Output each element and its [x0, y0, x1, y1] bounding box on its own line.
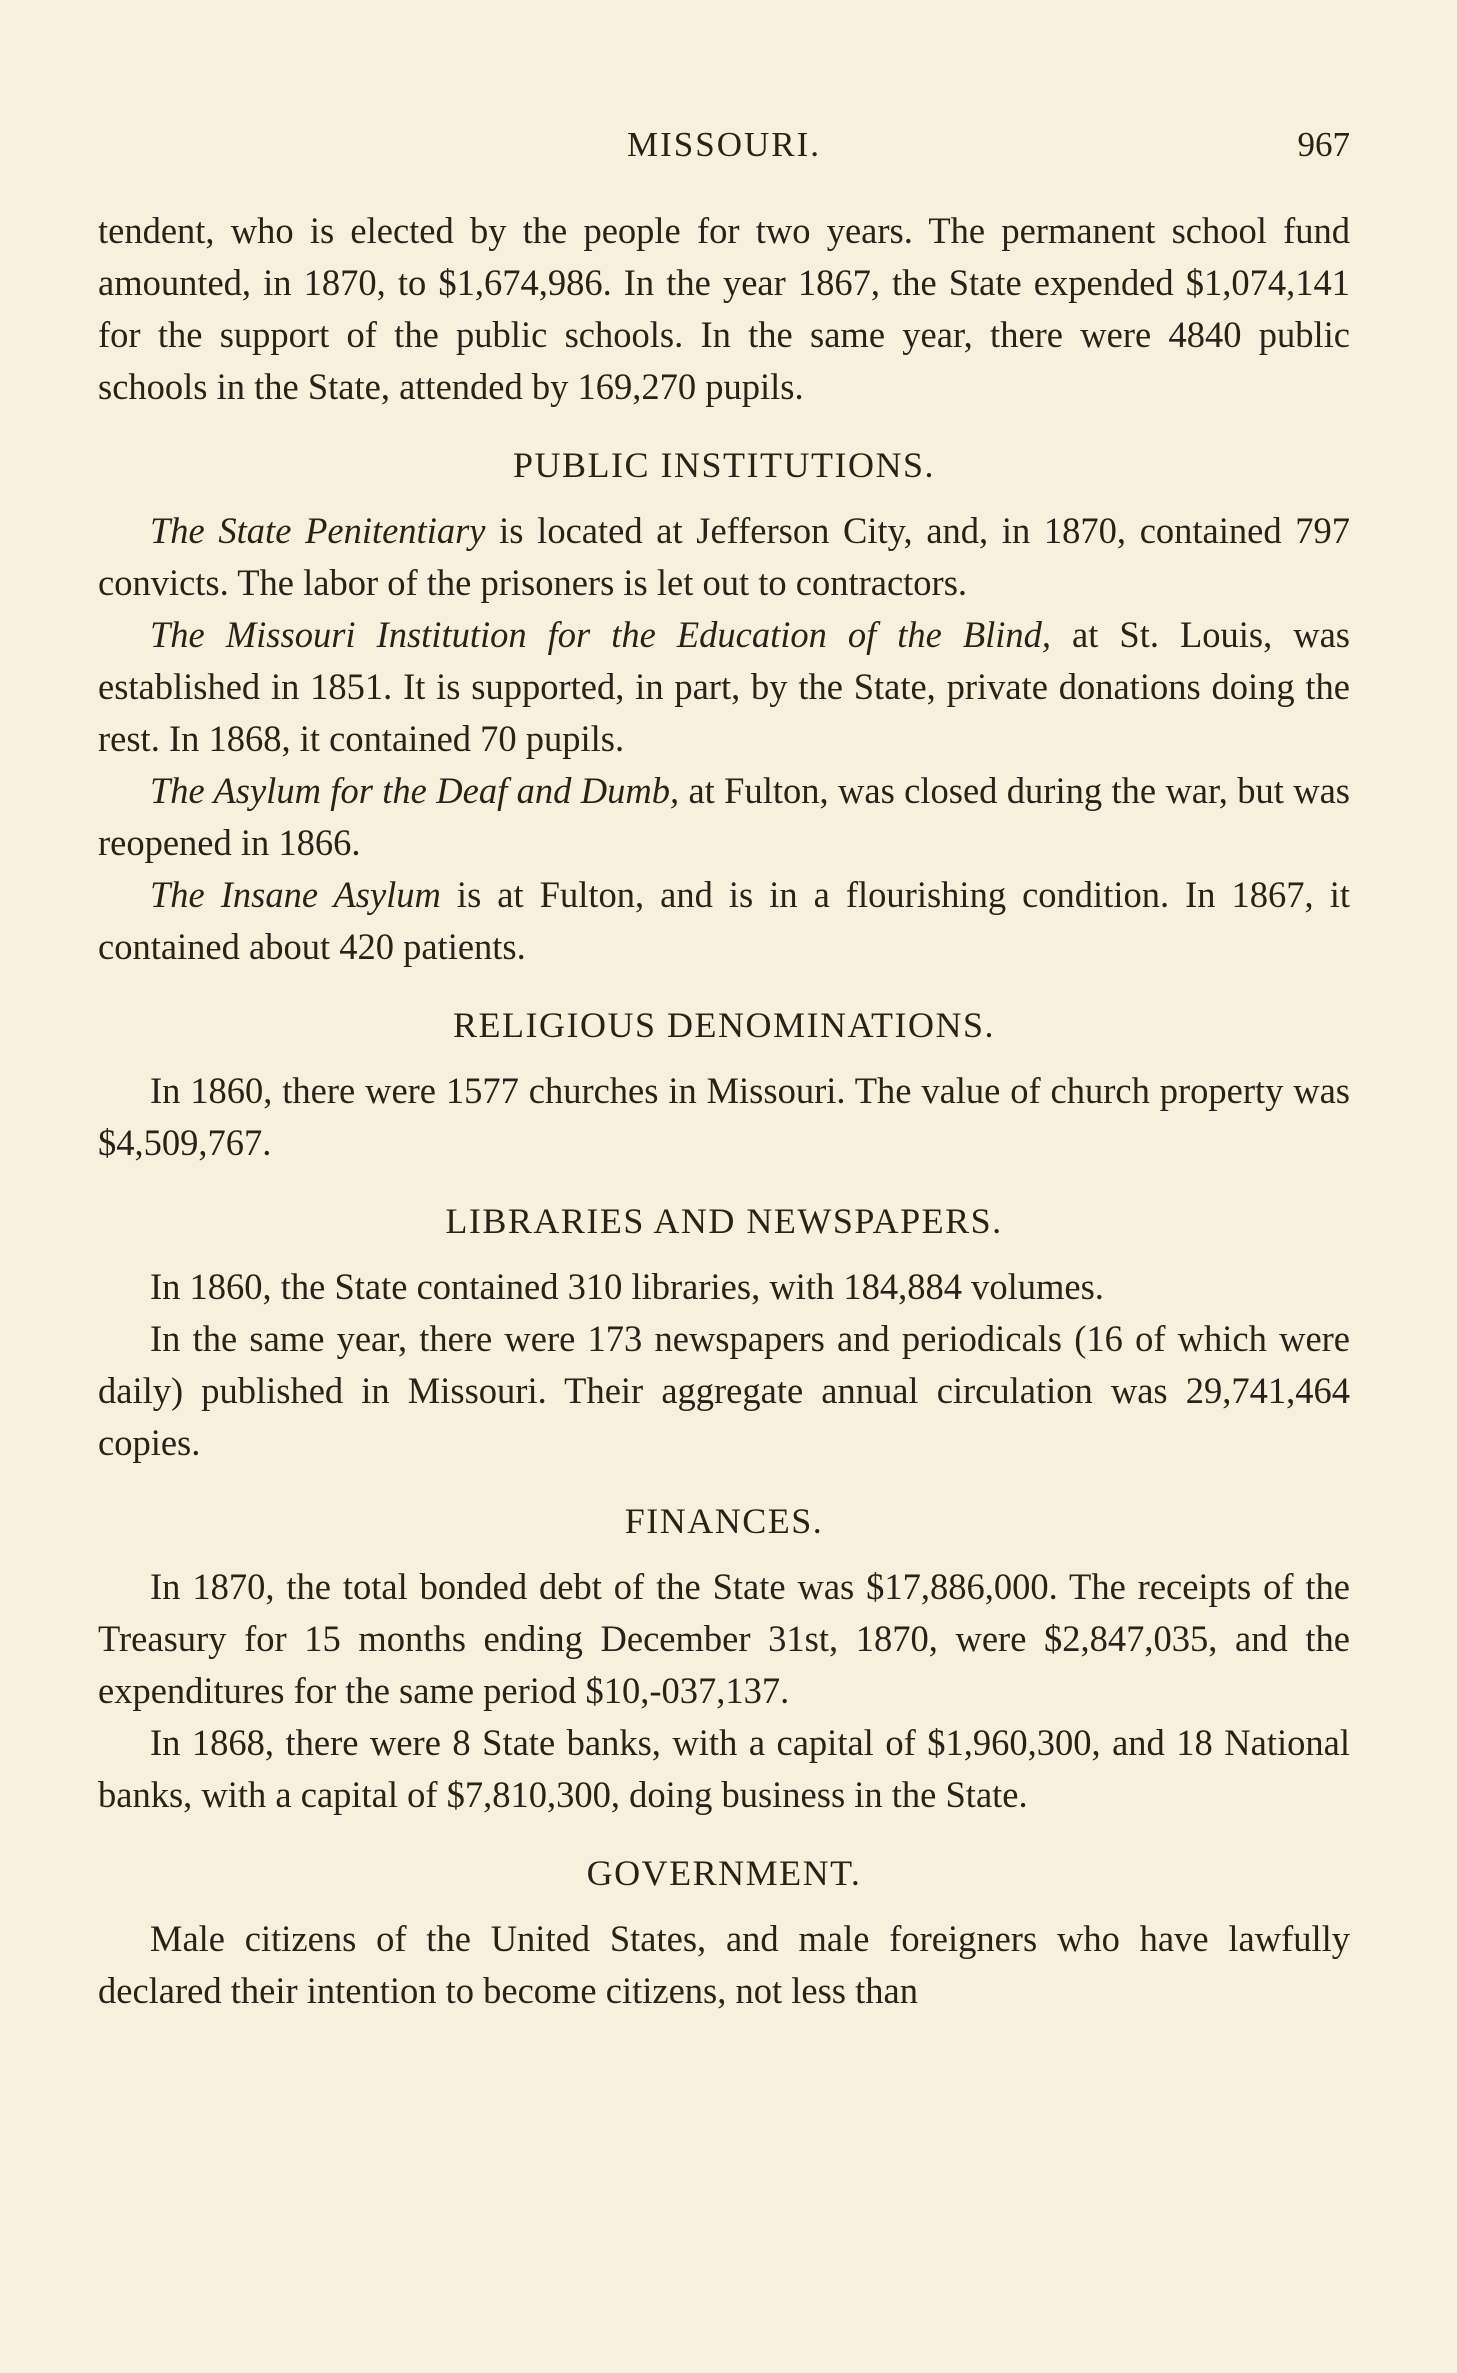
deaf-asylum-title: The Asylum for the Deaf and Dumb, — [150, 770, 680, 811]
blind-institution-title: The Missouri Institution for the Education of the Blind, — [150, 614, 1052, 655]
running-head — [98, 125, 1350, 171]
heading-religious-denominations: RELIGIOUS DENOMINATIONS. — [453, 1005, 995, 1045]
paragraph-libraries: In 1860, the State contained 310 libraries, with 184,884 volumes. — [150, 1266, 1104, 1307]
deaf-asylum-text: at Fulton, was closed during the war, but was reopened in 1866. — [98, 770, 1350, 863]
page-number: 967 — [1297, 125, 1350, 164]
penitentiary-title: The State Penitentiary — [150, 510, 486, 551]
running-title: MISSOURI. — [626, 125, 821, 164]
paragraph-schools: tendent, who is elected by the people for two years. The permanent school fund amounted, in 1870, to $1,674,986. In the year 1867, the State expended $1,074,141 for the support of the public schools. In the same year, there were 4840 public schools in the State, attended by 169,270 pupils. — [98, 210, 1350, 407]
paragraph-penitentiary — [98, 505, 1350, 609]
paragraph-citizens: Male citizens of the United States, and male foreigners who have lawfully declared their intention to become citizens, not less than — [98, 1918, 1350, 2011]
paragraph-insane-asylum — [98, 869, 1350, 973]
paragraph-churches: In 1860, there were 1577 churches in Missouri. The value of church property was $4,509,767. — [98, 1070, 1350, 1163]
heading-government: GOVERNMENT. — [586, 1853, 862, 1893]
paragraph-newspapers: In the same year, there were 173 newspapers and periodicals (16 of which were daily) published in Missouri. Their aggregate annual circulation was 29,741,464 copies. — [98, 1318, 1350, 1463]
insane-asylum-title: The Insane Asylum — [150, 874, 441, 915]
insane-asylum-text: is at Fulton, and is in a flourishing condition. In 1867, it contained about 420 patients. — [98, 874, 1350, 967]
heading-public-institutions: PUBLIC INSTITUTIONS. — [513, 445, 935, 485]
paragraph-banks: In 1868, there were 8 State banks, with a capital of $1,960,300, and 18 National banks, with a capital of $7,810,300, doing business in the State. — [98, 1722, 1350, 1815]
heading-finances: FINANCES. — [624, 1501, 824, 1541]
paragraph-debt: In 1870, the total bonded debt of the State was $17,886,000. The receipts of the Treasury for 15 months ending December 31st, 1870, were $2,847,035, and the expenditures for the same period $10,-037,137. — [98, 1566, 1350, 1711]
heading-libraries-newspapers: LIBRARIES AND NEWSPAPERS. — [445, 1201, 1003, 1241]
penitentiary-text: is located at Jefferson City, and, in 1870, contained 797 convicts. The labor of the prisoners is let out to contractors. — [98, 510, 1350, 603]
page-body — [98, 205, 1350, 2017]
paragraph-blind-institution — [98, 609, 1350, 765]
blind-institution-text: at St. Louis, was established in 1851. It is supported, in part, by the State, private donations doing the rest. In 1868, it contained 70 pupils. — [98, 614, 1350, 759]
paragraph-deaf-asylum — [98, 765, 1350, 869]
